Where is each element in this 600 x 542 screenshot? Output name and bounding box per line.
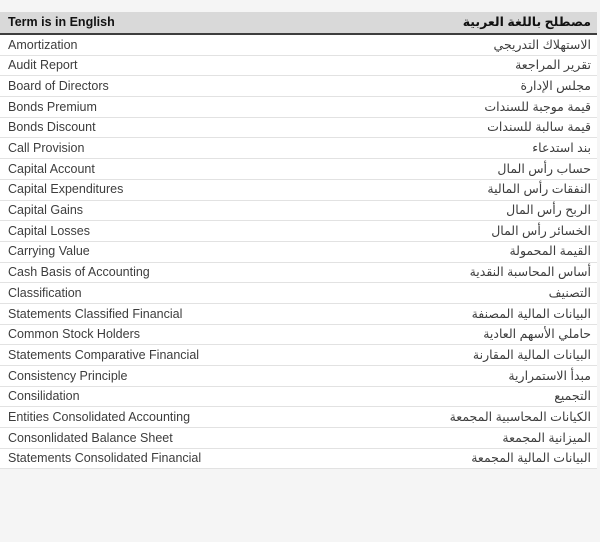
term-arabic: البيانات المالية المجمعة: [471, 451, 591, 466]
table-row: [0, 428, 597, 449]
table-row: [0, 138, 597, 159]
term-arabic: البيانات المالية المصنفة: [471, 306, 591, 321]
table-row: [0, 35, 597, 56]
term-english: Bonds Discount: [8, 120, 96, 135]
table-row: [0, 304, 597, 325]
table-row: [0, 118, 597, 139]
term-english: Board of Directors: [8, 78, 109, 93]
term-english: Entities Consolidated Accounting: [8, 409, 191, 424]
table-row: [0, 97, 597, 118]
term-english: Statements Comparative Financial: [8, 347, 200, 362]
terms-glossary-table: [0, 12, 597, 469]
table-row: [0, 283, 597, 304]
term-english: Common Stock Holders: [8, 327, 140, 342]
table-row: [0, 56, 597, 77]
term-english: Capital Gains: [8, 203, 84, 218]
table-body: [0, 35, 597, 469]
term-arabic: النفقات رأس المالية: [487, 182, 591, 197]
term-arabic: الاستهلاك التدريجي: [493, 37, 591, 52]
term-english: Call Provision: [8, 141, 85, 156]
term-arabic: مبدأ الاستمرارية: [508, 368, 591, 383]
term-english: Consilidation: [8, 389, 80, 404]
header-arabic-column: مصطلح باللغة العربية: [462, 15, 591, 30]
header-english-column: Term is in English: [8, 15, 115, 30]
table-row: [0, 325, 597, 346]
term-english: Consonlidated Balance Sheet: [8, 430, 173, 445]
term-english: Classification: [8, 285, 82, 300]
term-english: Capital Losses: [8, 223, 90, 238]
term-english: Capital Account: [8, 161, 95, 176]
table-row: [0, 76, 597, 97]
term-arabic: قيمة موجبة للسندات: [484, 99, 591, 114]
table-row: [0, 201, 597, 222]
table-row: [0, 387, 597, 408]
term-arabic: حساب رأس المال: [497, 161, 591, 176]
term-arabic: قيمة سالبة للسندات: [487, 120, 591, 135]
term-arabic: التجميع: [554, 389, 591, 404]
table-row: [0, 180, 597, 201]
term-arabic: البيانات المالية المقارنة: [472, 347, 591, 362]
term-arabic: القيمة المحمولة: [509, 244, 591, 259]
table-row: [0, 345, 597, 366]
term-arabic: مجلس الإدارة: [520, 78, 591, 93]
term-arabic: التصنيف: [548, 285, 591, 300]
table-row: [0, 159, 597, 180]
term-english: Consistency Principle: [8, 368, 128, 383]
term-arabic: الميزانية المجمعة: [502, 430, 591, 445]
term-english: Audit Report: [8, 58, 78, 73]
term-english: Statements Classified Financial: [8, 306, 183, 321]
term-english: Bonds Premium: [8, 99, 97, 114]
term-english: Amortization: [8, 37, 78, 52]
table-row: [0, 221, 597, 242]
table-row: [0, 263, 597, 284]
table-row: [0, 407, 597, 428]
term-english: Statements Consolidated Financial: [8, 451, 202, 466]
term-arabic: الخسائر رأس المال: [491, 223, 591, 238]
term-arabic: تقرير المراجعة: [515, 58, 591, 73]
term-arabic: الربح رأس المال: [506, 203, 591, 218]
term-english: Cash Basis of Accounting: [8, 265, 150, 280]
term-arabic: أساس المحاسبة النقدية: [469, 265, 591, 280]
term-arabic: بند استدعاء: [532, 141, 591, 156]
table-row: [0, 242, 597, 263]
term-arabic: حاملي الأسهم العادية: [483, 327, 591, 342]
table-header-row: [0, 12, 597, 35]
table-row: [0, 449, 597, 470]
term-english: Capital Expenditures: [8, 182, 124, 197]
term-arabic: الكيانات المحاسبية المجمعة: [449, 409, 591, 424]
table-row: [0, 366, 597, 387]
term-english: Carrying Value: [8, 244, 90, 259]
